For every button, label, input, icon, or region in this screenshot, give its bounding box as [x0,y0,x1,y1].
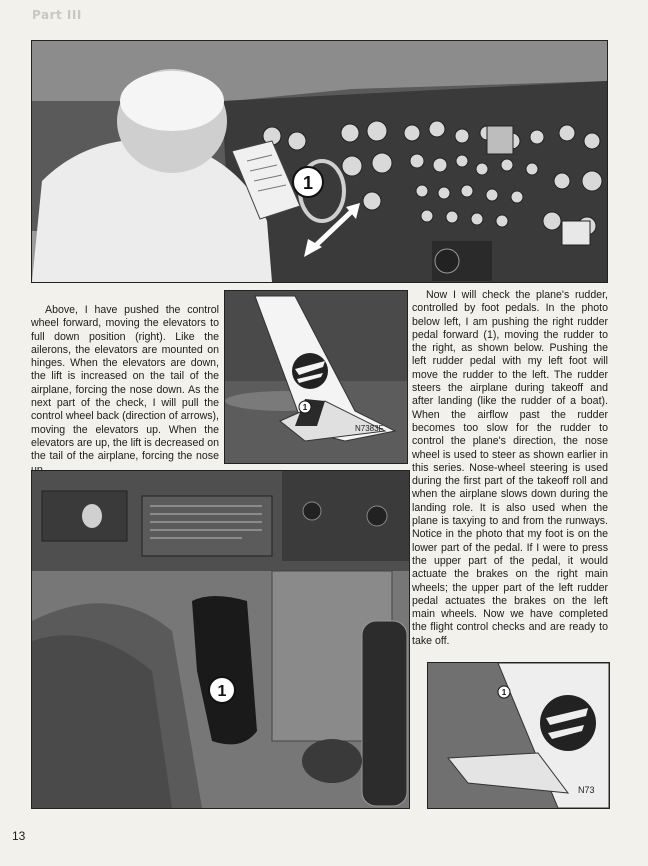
rudder-pedal-photo [31,470,410,809]
callout-1-elevator: 1 [302,403,308,412]
registration-rudder: N73 [578,785,595,795]
tail-elevator-photo [224,290,408,464]
paragraph-elevator: Above, I have pushed the control wheel forward, moving the elevators to full down position (right). Like the ailerons, the elevators are mounted on hinges. When the elevators are down, the lift is increased on the tail of the airplane, forcing the nose down. As the next part of the check, I will pull the control wheel back (direction of arrows), moving the elevators up. When the elevators are up, the lift is decreased on the tail of the airplane, forcing the nose [31,304,219,463]
callout-1-cockpit: 1 [302,173,314,193]
callout-1-pedal: 1 [217,683,227,700]
page-number: 13 [12,829,26,843]
registration-elevator: N7383F [355,424,384,433]
cockpit-photo [31,40,608,283]
part-header: Part III [32,8,82,22]
tail-rudder-photo [427,662,610,809]
paragraph-rudder: Now I will check the plane's rudder, controlled by foot pedals. In the photo below left, I am pushing the right rudder pedal forward (1), moving the rudder to the right, as shown below. Pushing the left rudder pedal with my left foot will move the rudder to the left. The rudder steers the airplane during takeoff and after landing (like the rudder of a boat). When the airflow past the rudder becomes too slow for the rudder to control the plane's direction, the nose wheel is used to steer as shown earlier in this series. Nose-wheel steering is used during the first part of the takeoff roll and when the airplane slows down during the landing role. It is also used when the plane is taxying to and from the runways. Notice in the photo that my foot is on the lower part of the pedal. If I were to press the upper part of the pedal, it would actuate the brakes on the right main wheels; the upper part of the left rudder pedal actuates the brakes on the left main wheels. Now we have completed the flight control checks and are ready to take off. [412,289,608,647]
callout-1-rudder: 1 [501,688,507,697]
left-column-text [31,304,219,477]
right-column-text [412,289,608,648]
